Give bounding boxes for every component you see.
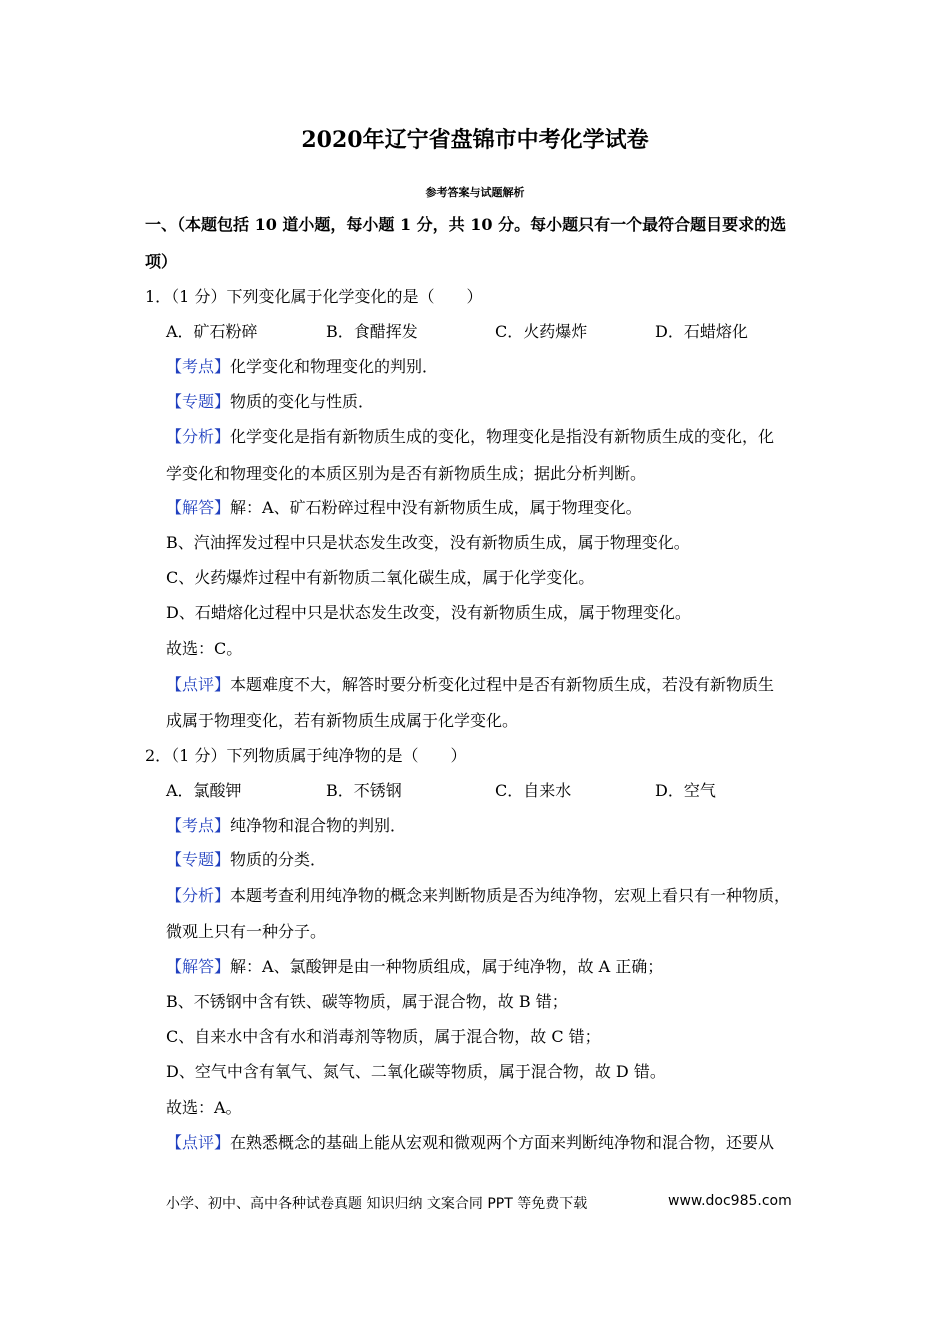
q1-dianping-line-2: 成属于物理变化，若有新物质生成属于化学变化。: [166, 711, 519, 730]
q2-kaodian: [166, 816, 406, 835]
dianping-tag: 【点评】: [166, 675, 231, 694]
question-1-option-c: C．火药爆炸: [495, 322, 588, 341]
q1-answer-line-d: D、石蜡熔化过程中只是状态发生改变，没有新物质生成，属于物理变化。: [166, 603, 691, 622]
question-2-option-d: D．空气: [655, 781, 716, 800]
q1-answer-line-b: B、汽油挥发过程中只是状态发生改变，没有新物质生成，属于物理变化。: [166, 533, 690, 552]
q2-dianping-text: 在熟悉概念的基础上能从宏观和微观两个方面来判断纯净物和混合物，还要从: [230, 1133, 775, 1152]
q1-fenxi-line-2: 学变化和物理变化的本质区别为是否有新物质生成；据此分析判断。: [166, 464, 647, 483]
question-2-stem: 2．（1 分）下列物质属于纯净物的是（ ）: [145, 746, 467, 765]
question-2-option-c: C．自来水: [495, 781, 572, 800]
q2-answer-line-b: B、不锈钢中含有铁、碳等物质，属于混合物，故 B 错；: [166, 992, 568, 1011]
q2-choice: 故选：A。: [166, 1098, 242, 1117]
section-heading-line-2: 项）: [145, 252, 178, 271]
q2-fenxi-text: 本题考查利用纯净物的概念来判断物质是否为纯净物，宏观上看只有一种物质，: [230, 886, 791, 905]
q1-dianping-text: 本题难度不大，解答时要分析变化过程中是否有新物质生成，若没有新物质生: [230, 675, 775, 694]
q1-dianping-line-1: [166, 675, 774, 694]
footer-promo-text: 小学、初中、高中各种试卷真题 知识归纳 文案合同 PPT 等免费下载: [166, 1196, 588, 1212]
q2-fenxi-line-1: [166, 886, 790, 905]
question-1-option-d: D．石蜡熔化: [655, 322, 748, 341]
q1-fenxi-line-1: [166, 427, 774, 446]
jieda-tag: 【解答】: [166, 957, 231, 976]
kaodian-tag: 【考点】: [166, 816, 231, 835]
q2-jieda: [166, 957, 663, 976]
dianping-tag: 【点评】: [166, 1133, 231, 1152]
q1-kaodian-text: 化学变化和物理变化的判别．: [230, 357, 439, 376]
question-2-option-b: B．不锈钢: [326, 781, 402, 800]
page-subtitle: 参考答案与试题解析: [425, 186, 525, 199]
q1-choice: 故选：C。: [166, 639, 243, 658]
q1-zhuanti-text: 物质的变化与性质．: [230, 392, 375, 411]
fenxi-tag: 【分析】: [166, 886, 231, 905]
question-1-option-b: B．食醋挥发: [326, 322, 418, 341]
q1-answer-line-c: C、火药爆炸过程中有新物质二氧化碳生成，属于化学变化。: [166, 568, 595, 587]
footer-url[interactable]: www.doc985.com: [668, 1193, 792, 1209]
question-2-option-a: A．氯酸钾: [166, 781, 242, 800]
q1-zhuanti: [166, 392, 374, 411]
q2-answer-line-d: D、空气中含有氧气、氮气、二氧化碳等物质，属于混合物，故 D 错。: [166, 1062, 666, 1081]
q2-zhuanti: [166, 850, 326, 869]
q2-kaodian-text: 纯净物和混合物的判别．: [230, 816, 407, 835]
q1-jieda: [166, 498, 642, 517]
section-heading-line-1: 一、（本题包括 10 道小题，每小题 1 分，共 10 分。每小题只有一个最符合题目要求的选: [145, 215, 787, 234]
fenxi-tag: 【分析】: [166, 427, 231, 446]
q2-fenxi-line-2: 微观上只有一种分子。: [166, 922, 327, 941]
q2-dianping-line-1: [166, 1133, 774, 1152]
question-1-stem: 1．（1 分）下列变化属于化学变化的是（ ）: [145, 287, 483, 306]
q1-fenxi-text: 化学变化是指有新物质生成的变化，物理变化是指没有新物质生成的变化，化: [230, 427, 775, 446]
q2-answer-line-c: C、自来水中含有水和消毒剂等物质，属于混合物，故 C 错；: [166, 1027, 601, 1046]
kaodian-tag: 【考点】: [166, 357, 231, 376]
q2-zhuanti-text: 物质的分类．: [230, 850, 327, 869]
page-title: 2020年辽宁省盘锦市中考化学试卷: [301, 127, 649, 153]
jieda-tag: 【解答】: [166, 498, 231, 517]
q2-jieda-text: 解：A、氯酸钾是由一种物质组成，属于纯净物，故 A 正确；: [230, 957, 664, 976]
q1-kaodian: [166, 357, 438, 376]
zhuanti-tag: 【专题】: [166, 850, 231, 869]
q1-jieda-text: 解：A、矿石粉碎过程中没有新物质生成，属于物理变化。: [230, 498, 642, 517]
zhuanti-tag: 【专题】: [166, 392, 231, 411]
question-1-option-a: A．矿石粉碎: [166, 322, 258, 341]
